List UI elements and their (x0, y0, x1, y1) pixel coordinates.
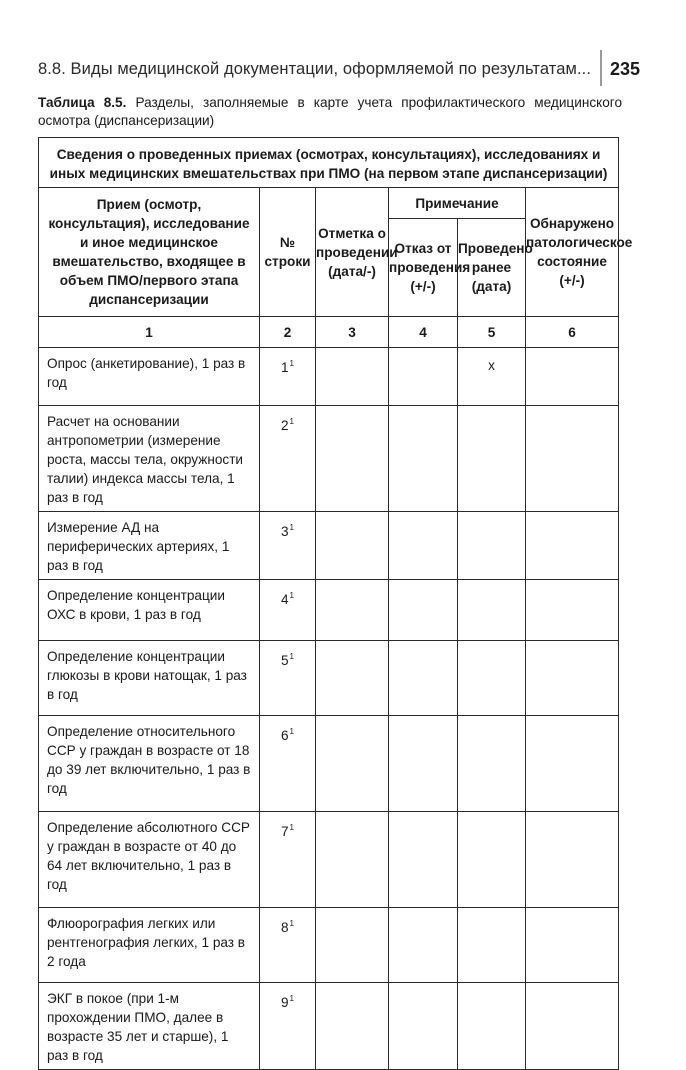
row-number-footnote: 1 (289, 359, 294, 368)
completion-mark-cell[interactable] (316, 908, 389, 983)
pathology-found-cell[interactable] (526, 908, 619, 983)
row-number: 7 (280, 824, 289, 839)
done-earlier-cell[interactable] (458, 406, 526, 512)
running-head-divider (600, 50, 602, 86)
column-number: 4 (389, 317, 458, 348)
refusal-cell[interactable] (389, 983, 458, 1070)
pathology-found-cell[interactable] (526, 641, 619, 716)
table-caption-text: Разделы, заполняемые в карте учета профилактического медицинского осмотра (диспансеризации) (38, 95, 622, 128)
table-title-row (39, 138, 619, 188)
done-earlier-cell[interactable] (458, 716, 526, 812)
done-earlier-cell[interactable] (458, 641, 526, 716)
pathology-found-cell[interactable] (526, 812, 619, 908)
row-number: 6 (280, 728, 289, 743)
table-row (39, 580, 619, 641)
row-number-footnote: 1 (289, 823, 294, 832)
running-head (0, 58, 686, 88)
refusal-cell[interactable] (389, 716, 458, 812)
row-number-cell (260, 983, 316, 1070)
table-row (39, 512, 619, 580)
done-earlier-cell[interactable] (458, 580, 526, 641)
row-number-footnote: 1 (289, 417, 294, 426)
completion-mark-cell[interactable] (316, 983, 389, 1070)
page-number: 235 (610, 59, 641, 79)
table-row (39, 406, 619, 512)
done-earlier-cell[interactable] (458, 908, 526, 983)
examination-table (38, 137, 633, 1070)
refusal-cell[interactable] (389, 641, 458, 716)
header-pathology-found: Обнаружено патологическое состояние (+/-) (526, 188, 619, 317)
pathology-found-cell[interactable] (526, 512, 619, 580)
pathology-found-cell[interactable] (526, 406, 619, 512)
completion-mark-cell[interactable] (316, 512, 389, 580)
row-number-cell (260, 641, 316, 716)
procedure-name-cell: Флюорография легких или рентгенография легких, 1 раз в 2 года (39, 908, 260, 983)
procedure-name-cell: Определение относительного ССР у граждан в возрасте от 18 до 39 лет включительно, 1 раз в год (39, 716, 260, 812)
row-number-footnote: 1 (289, 523, 294, 532)
completion-mark-cell[interactable] (316, 406, 389, 512)
row-number: 5 (280, 653, 289, 668)
row-number-cell (260, 812, 316, 908)
header-procedure: Прием (осмотр, консультация), исследование и иное медицинское вмешательство, входящее в объем ПМО/первого этапа диспансеризации (39, 188, 260, 317)
row-number-footnote: 1 (289, 652, 294, 661)
refusal-cell[interactable] (389, 512, 458, 580)
done-earlier-cell[interactable]: x (458, 348, 526, 406)
table-row (39, 348, 619, 406)
column-number: 6 (526, 317, 619, 348)
done-earlier-cell[interactable] (458, 983, 526, 1070)
examination-table-body (39, 138, 633, 1070)
pathology-found-cell[interactable] (526, 348, 619, 406)
table-row (39, 983, 619, 1070)
refusal-cell[interactable] (389, 580, 458, 641)
pathology-found-cell[interactable] (526, 983, 619, 1070)
done-earlier-cell[interactable] (458, 812, 526, 908)
running-head-title: 8.8. Виды медицинской документации, оформляемой по результатам... (37, 60, 591, 78)
header-completion-mark: Отметка о проведении (дата/-) (316, 188, 389, 317)
pathology-found-cell[interactable] (526, 580, 619, 641)
row-number-footnote: 1 (289, 727, 294, 736)
row-number-cell (260, 908, 316, 983)
procedure-name-cell: Измерение АД на периферических артериях, 1 раз в год (39, 512, 260, 580)
completion-mark-cell[interactable] (316, 641, 389, 716)
table-caption (38, 94, 622, 130)
completion-mark-cell[interactable] (316, 812, 389, 908)
row-number-footnote: 1 (289, 919, 294, 928)
row-number: 3 (280, 524, 289, 539)
procedure-name-cell: Определение концентрации ОХС в крови, 1 раз в год (39, 580, 260, 641)
column-number: 5 (458, 317, 526, 348)
row-number-footnote: 1 (289, 994, 294, 1003)
refusal-cell[interactable] (389, 348, 458, 406)
table-title: Сведения о проведенных приемах (осмотрах, консультациях), исследованиях и иных медицинских вмешательствах при ПМО (на первом этапе диспансеризации) (39, 138, 619, 188)
pathology-found-cell[interactable] (526, 716, 619, 812)
row-number: 1 (280, 360, 289, 375)
procedure-name-cell: Определение концентрации глюкозы в крови натощак, 1 раз в год (39, 641, 260, 716)
row-number: 4 (280, 592, 289, 607)
table-row (39, 641, 619, 716)
row-number: 9 (280, 995, 289, 1010)
completion-mark-cell[interactable] (316, 348, 389, 406)
refusal-cell[interactable] (389, 812, 458, 908)
procedure-name-cell: Опрос (анкетирование), 1 раз в год (39, 348, 260, 406)
refusal-cell[interactable] (389, 406, 458, 512)
row-number: 2 (280, 418, 289, 433)
row-number-cell (260, 716, 316, 812)
row-number-cell (260, 348, 316, 406)
header-done-earlier: Проведено ранее (дата) (458, 219, 526, 317)
header-refusal: Отказ от проведения (+/-) (389, 219, 458, 317)
table-header-row (39, 188, 619, 219)
done-earlier-cell[interactable] (458, 512, 526, 580)
row-number-cell (260, 406, 316, 512)
procedure-name-cell: Определение абсолютного ССР у граждан в возрасте от 40 до 64 лет включительно, 1 раз в год (39, 812, 260, 908)
completion-mark-cell[interactable] (316, 580, 389, 641)
table-row (39, 716, 619, 812)
header-note-group: Примечание (389, 188, 526, 219)
column-number: 3 (316, 317, 389, 348)
row-number: 8 (280, 920, 289, 935)
procedure-name-cell: Расчет на основании антропометрии (измерение роста, массы тела, окружности талии) индекса массы тела, 1 раз в год (39, 406, 260, 512)
column-number: 1 (39, 317, 260, 348)
header-row-number: № строки (260, 188, 316, 317)
column-number-row (39, 317, 619, 348)
column-number: 2 (260, 317, 316, 348)
completion-mark-cell[interactable] (316, 716, 389, 812)
table-row (39, 908, 619, 983)
row-number-cell (260, 512, 316, 580)
table-row (39, 812, 619, 908)
row-number-cell (260, 580, 316, 641)
refusal-cell[interactable] (389, 908, 458, 983)
row-number-footnote: 1 (289, 591, 294, 600)
procedure-name-cell: ЭКГ в покое (при 1-м прохождении ПМО, далее в возрасте 35 лет и старше), 1 раз в год (39, 983, 260, 1070)
table-caption-label: Таблица 8.5. (38, 95, 127, 110)
